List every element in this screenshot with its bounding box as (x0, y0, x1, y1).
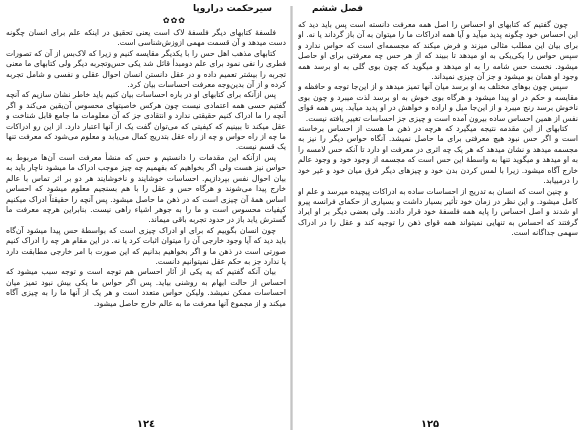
left-page-number: ۱۲٤ (136, 419, 156, 430)
left-paragraph: پس ازآنکه این مقدمات را دانستیم و حس که منشأ معرفت است آن‌ها مربوط به حواس نیز هست ولی اگر بخواهیم که بفهمیم چه چیز موجب ادراک ما میشود ناچار باید به بیان احوال نفس بپردازیم. احساسات خوشایند و ناخوشایند هر دو بر اثر تماس با عالم خارج پیدا می‌شوند و هرگاه حس و عقل را با هم بسنجیم معلوم میشود که احساس اساس همهٔ آن چیزی است که در ذهن ما حاصل میشود. پس آنچه را حقیقتاً ادراک میکنیم کیفیات محسوس است و ما را به جوهر اشیاء راهی نیست. بنابراین هرچه معرفت ما گسترش یابد باز در حدود تجربه باقی میماند. (6, 152, 286, 225)
right-page (292, 0, 584, 432)
right-paragraph: و چنین است که انسان به تدریج از احساسات ساده به ادراکات پیچیده میرسد و علم او کامل میشود. و این نظر در زمان خود تأثیر بسیار داشت و بسیاری از حکمای فرانسه پیرو او شدند و اصل احساس را پایه همه فلسفهٔ خود قرار دادند. ولی بعضی دیگر بر او ایراد گرفتند که احساس به تنهایی نمیتواند همه قوای ذهن را توجیه کند و عقل را در ادراک سهمی جداگانه است. (298, 186, 578, 238)
left-running-title: سیرحکمت دراروپا (193, 4, 272, 14)
right-paragraph: چون گفتیم که کتابهای او احساس را اصل همه معرفت دانسته است پس باید دید که این احساس خود چگونه پدید میآید و آیا همه ادراکات ما را میتوان به آن باز گرداند یا نه. او برای بیان این مطلب مثالی میزند و فرض میکند که مجسمه‌ای است که حواس ندارد و سپس حواس را یکی‌یکی به او میدهد تا ببیند که از هر حس چه معرفتی برای او حاصل میشود. نخست حس شامه را به او میدهد و میگوید که چون بوی گلی به او برسد همه وجود او همان بو میشود و جز آن چیزی نمیداند. (298, 20, 578, 82)
right-paragraph: کتابهای از این مقدمه نتیجه میگیرد که هرچه در ذهن ما هست از احساس برخاسته است و اگر حس نبود هیچ معرفتی برای ما حاصل نمیشد. آنگاه حواس دیگر را نیز به مجسمه میدهد و نشان میدهد که هر یک چه اثری در معرفت او دارد تا آنکه حس لامسه را به او میدهد و میگوید تنها به واسطهٔ این حس است که مجسمه از وجود خود و وجود عالم خارج آگاه میشود. زیرا با لمس کردن بدن خود و چیزهای دیگر فرق میان خود و غیر خود را درمییابد. (298, 124, 578, 186)
right-running-title: فصل ششم (312, 4, 363, 14)
left-paragraph: پس ازآنکه برای کتابهای او در باره احساسات بیان کنیم باید خاطر نشان سازیم که آنچه گفتیم حسی همه اعتمادی نیست چون هرکس خاصیتهای محسوس آن‌یقین می‌کند و اگر آنچه را ما ادراک کنیم حقیقتی ندارد و انتقادی جز که آن معلومات ما جامع قابل شناخت و عقل میکند تا ببینیم که کیفیتی که می‌توان گفت یک از آنها اعتبار دارد. از این رو ادراکات ما چه از راه حواس و چه از راه عقل بتدریج کمال می‌یابد و معلوم می‌شود که معرفت تنها یک قسم نیست. (6, 90, 286, 152)
section-ornament: ✿✿✿ (162, 16, 186, 25)
left-paragraph: بیان آنکه گفتیم که یه یکی از آثار احساس هم توجه است و توجه سبب میشود که احساس از حالت ابهام به روشنی بیاید. پس اگر حواس ما یکی بیش نبود تمیز میان احساسات ممکن نمیشد. ولیکن حواس متعدد است و هر یک از آنها ما را به چیزی آگاه میکند و از مجموع آنها معرفت ما به عالم خارج حاصل میشود. (6, 267, 286, 308)
left-paragraph: چون انسان بگوییم که برای او ادراک چیزی است که بواسطهٔ حس پیدا میشود آن‌گاه باید دید که آیا وجود خارجی آن را میتوان اثبات کرد یا نه. در این مقام هر چه را ادراک کنیم صورتی است در ذهن ما و اگر بخواهیم بدانیم که این صورت با امر خارجی مطابقت دارد یا ندارد جز به حکم عقل نمیتوانیم دانست. (6, 225, 286, 266)
left-page-text (6, 28, 286, 414)
left-paragraph: کتابهای مذهب اهل حس را با یکدیگر مقایسه کنیم و زیرا که لاک‌بس از آن که تصورات فطری را نفی نمود برای علم دومبدأ قائل شد یکی حس‌وتجربه دیگر ولی کتابهای ما معنی تجربه را بیشتر تعمیم داده و در عقل دانستن انسان احوال عقلی و نفسی و شامل تجربه کرده و از آن بدین‌وجه معرفت احساسات بیان کرد. (6, 48, 286, 90)
right-page-text (298, 20, 578, 414)
right-page-header (304, 2, 572, 16)
right-paragraph: سپس چون بوهای مختلف به او برسد میان آنها تمیز میدهد و از این‌جا توجه و حافظه و مقایسه و حکم در او پیدا میشود و هرگاه بوی خوش به او برسد لذت میبرد و چون بوی ناخوش برسد رنج میبرد و از این‌جا میل و اراده و خواهش در او پدید میآید. پس همه قوای نفس از همین احساس ساده بیرون آمده است و چیزی جز احساسات تغییر یافته نیست. (298, 82, 578, 123)
left-page-header (12, 2, 280, 16)
right-page-number: ۱۲۵ (420, 419, 440, 430)
left-paragraph: فلسفهٔ کتابهای دیگر فلسفهٔ لاک است یعنی تحقیق در اینکه علم برای انسان چگونه دست میدهد و آن قسمت مهمی ازوزش‌شناسی است. (6, 28, 286, 48)
